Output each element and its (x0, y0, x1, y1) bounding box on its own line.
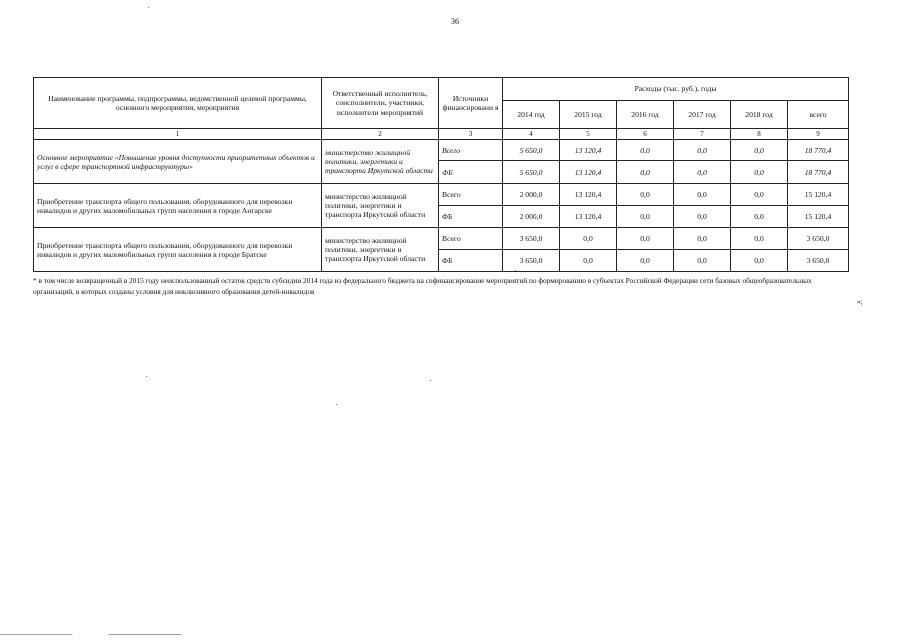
scan-speck (430, 380, 431, 381)
value-2018: 0,0 (731, 228, 788, 250)
column-number: 1 (34, 129, 322, 140)
funding-source: ФБ (439, 250, 503, 272)
value-2016: 0,0 (617, 206, 674, 228)
scan-speck (148, 7, 149, 8)
header-year-2014: 2014 год (503, 101, 560, 129)
column-number: 7 (674, 129, 731, 140)
header-row (34, 78, 849, 101)
funding-source: ФБ (439, 161, 503, 184)
value-total: 15 120,4 (788, 206, 849, 228)
budget-table (33, 77, 849, 272)
header-year-2015: 2015 год (560, 101, 617, 129)
value-2017: 0,0 (674, 250, 731, 272)
value-2015: 0,0 (560, 228, 617, 250)
column-number: 4 (503, 129, 560, 140)
activity-name: Основное мероприятие «Повышение уровня доступности приоритетных объектов и услуг в сфере транспортной инфраструктуры» (34, 140, 322, 184)
column-number-row (34, 129, 849, 140)
value-2014: 2 000,0 (503, 206, 560, 228)
value-2015: 13 120,4 (560, 184, 617, 206)
footnote: * в том числе возвращенный в 2015 году неиспользованный остаток средств субсидии 2014 года из федерального бюджета на софинансирование мероприятий по формированию в субъектах Российской Федерации сети базовых общеобразовательных организаций, в которых созданы условия для инклюзивного образования детей-инвалидов (33, 276, 812, 296)
value-2016: 0,0 (617, 228, 674, 250)
activity-name: Приобретение транспорта общего пользования, оборудованного для перевозки инвалидов и других маломобильных групп населения в городе Братске (34, 228, 322, 272)
funding-source: ФБ (439, 206, 503, 228)
header-expenses: Расходы (тыс. руб.), годы (503, 78, 849, 101)
value-2016: 0,0 (617, 250, 674, 272)
funding-source: Всего (439, 184, 503, 206)
activity-name: Приобретение транспорта общего пользования, оборудованного для перевозки инвалидов и других маломобильных групп населения в городе Ангарске (34, 184, 322, 228)
header-name: Наименование программы, подпрограммы, ведомственной целевой программы, основного мероприятия, мероприятия (34, 78, 322, 129)
column-number: 5 (560, 129, 617, 140)
value-total: 3 650,0 (788, 228, 849, 250)
value-2017: 0,0 (674, 228, 731, 250)
column-number: 9 (788, 129, 849, 140)
header-executor: Ответственный исполнитель, соисполнители, участники, исполнители мероприятий (322, 78, 439, 129)
value-2015: 13 120,4 (560, 161, 617, 184)
activity-executor: министерство жилищной политики, энергетики и транспорта Иркутской области (322, 184, 439, 228)
value-2014: 3 650,0 (503, 250, 560, 272)
value-2016: 0,0 (617, 184, 674, 206)
value-2014: 2 000,0 (503, 184, 560, 206)
value-2014: 5 650,0 (503, 140, 560, 161)
value-2017: 0,0 (674, 140, 731, 161)
scan-speck (146, 376, 147, 377)
table-row (34, 140, 849, 161)
value-2016: 0,0 (617, 140, 674, 161)
value-2018: 0,0 (731, 184, 788, 206)
scan-speck (336, 404, 337, 405)
table-row (34, 184, 849, 206)
page-number: 36 (451, 17, 459, 26)
value-2016: 0,0 (617, 161, 674, 184)
header-year-2018: 2018 год (731, 101, 788, 129)
value-2014: 5 650,0 (503, 161, 560, 184)
activity-executor: министерство жилищной политики, энергетики и транспорта Иркутской области (322, 228, 439, 272)
value-2017: 0,0 (674, 184, 731, 206)
column-number: 2 (322, 129, 439, 140)
column-number: 3 (439, 129, 503, 140)
scan-edge-line (0, 634, 905, 635)
value-2018: 0,0 (731, 250, 788, 272)
closing-quote-mark: »; (857, 297, 863, 306)
funding-source: Всего (439, 228, 503, 250)
value-2018: 0,0 (731, 140, 788, 161)
header-source: Источники финансировани я (439, 78, 503, 129)
value-2017: 0,0 (674, 206, 731, 228)
value-total: 18 770,4 (788, 140, 849, 161)
value-total: 3 650,0 (788, 250, 849, 272)
value-2018: 0,0 (731, 206, 788, 228)
value-2017: 0,0 (674, 161, 731, 184)
value-2018: 0,0 (731, 161, 788, 184)
value-2015: 13 120,4 (560, 140, 617, 161)
header-year-2016: 2016 год (617, 101, 674, 129)
value-total: 15 120,4 (788, 184, 849, 206)
table-row (34, 228, 849, 250)
scan-speck (515, 270, 516, 271)
value-2014: 3 650,0 (503, 228, 560, 250)
column-number: 6 (617, 129, 674, 140)
value-total: 18 770,4 (788, 161, 849, 184)
value-2015: 13 120,4 (560, 206, 617, 228)
header-year-2017: 2017 год (674, 101, 731, 129)
funding-source: Всего (439, 140, 503, 161)
value-2015: 0,0 (560, 250, 617, 272)
activity-executor: министерство жилищной политики, энергетики и транспорта Иркутской области (322, 140, 439, 184)
header-total: всего (788, 101, 849, 129)
column-number: 8 (731, 129, 788, 140)
